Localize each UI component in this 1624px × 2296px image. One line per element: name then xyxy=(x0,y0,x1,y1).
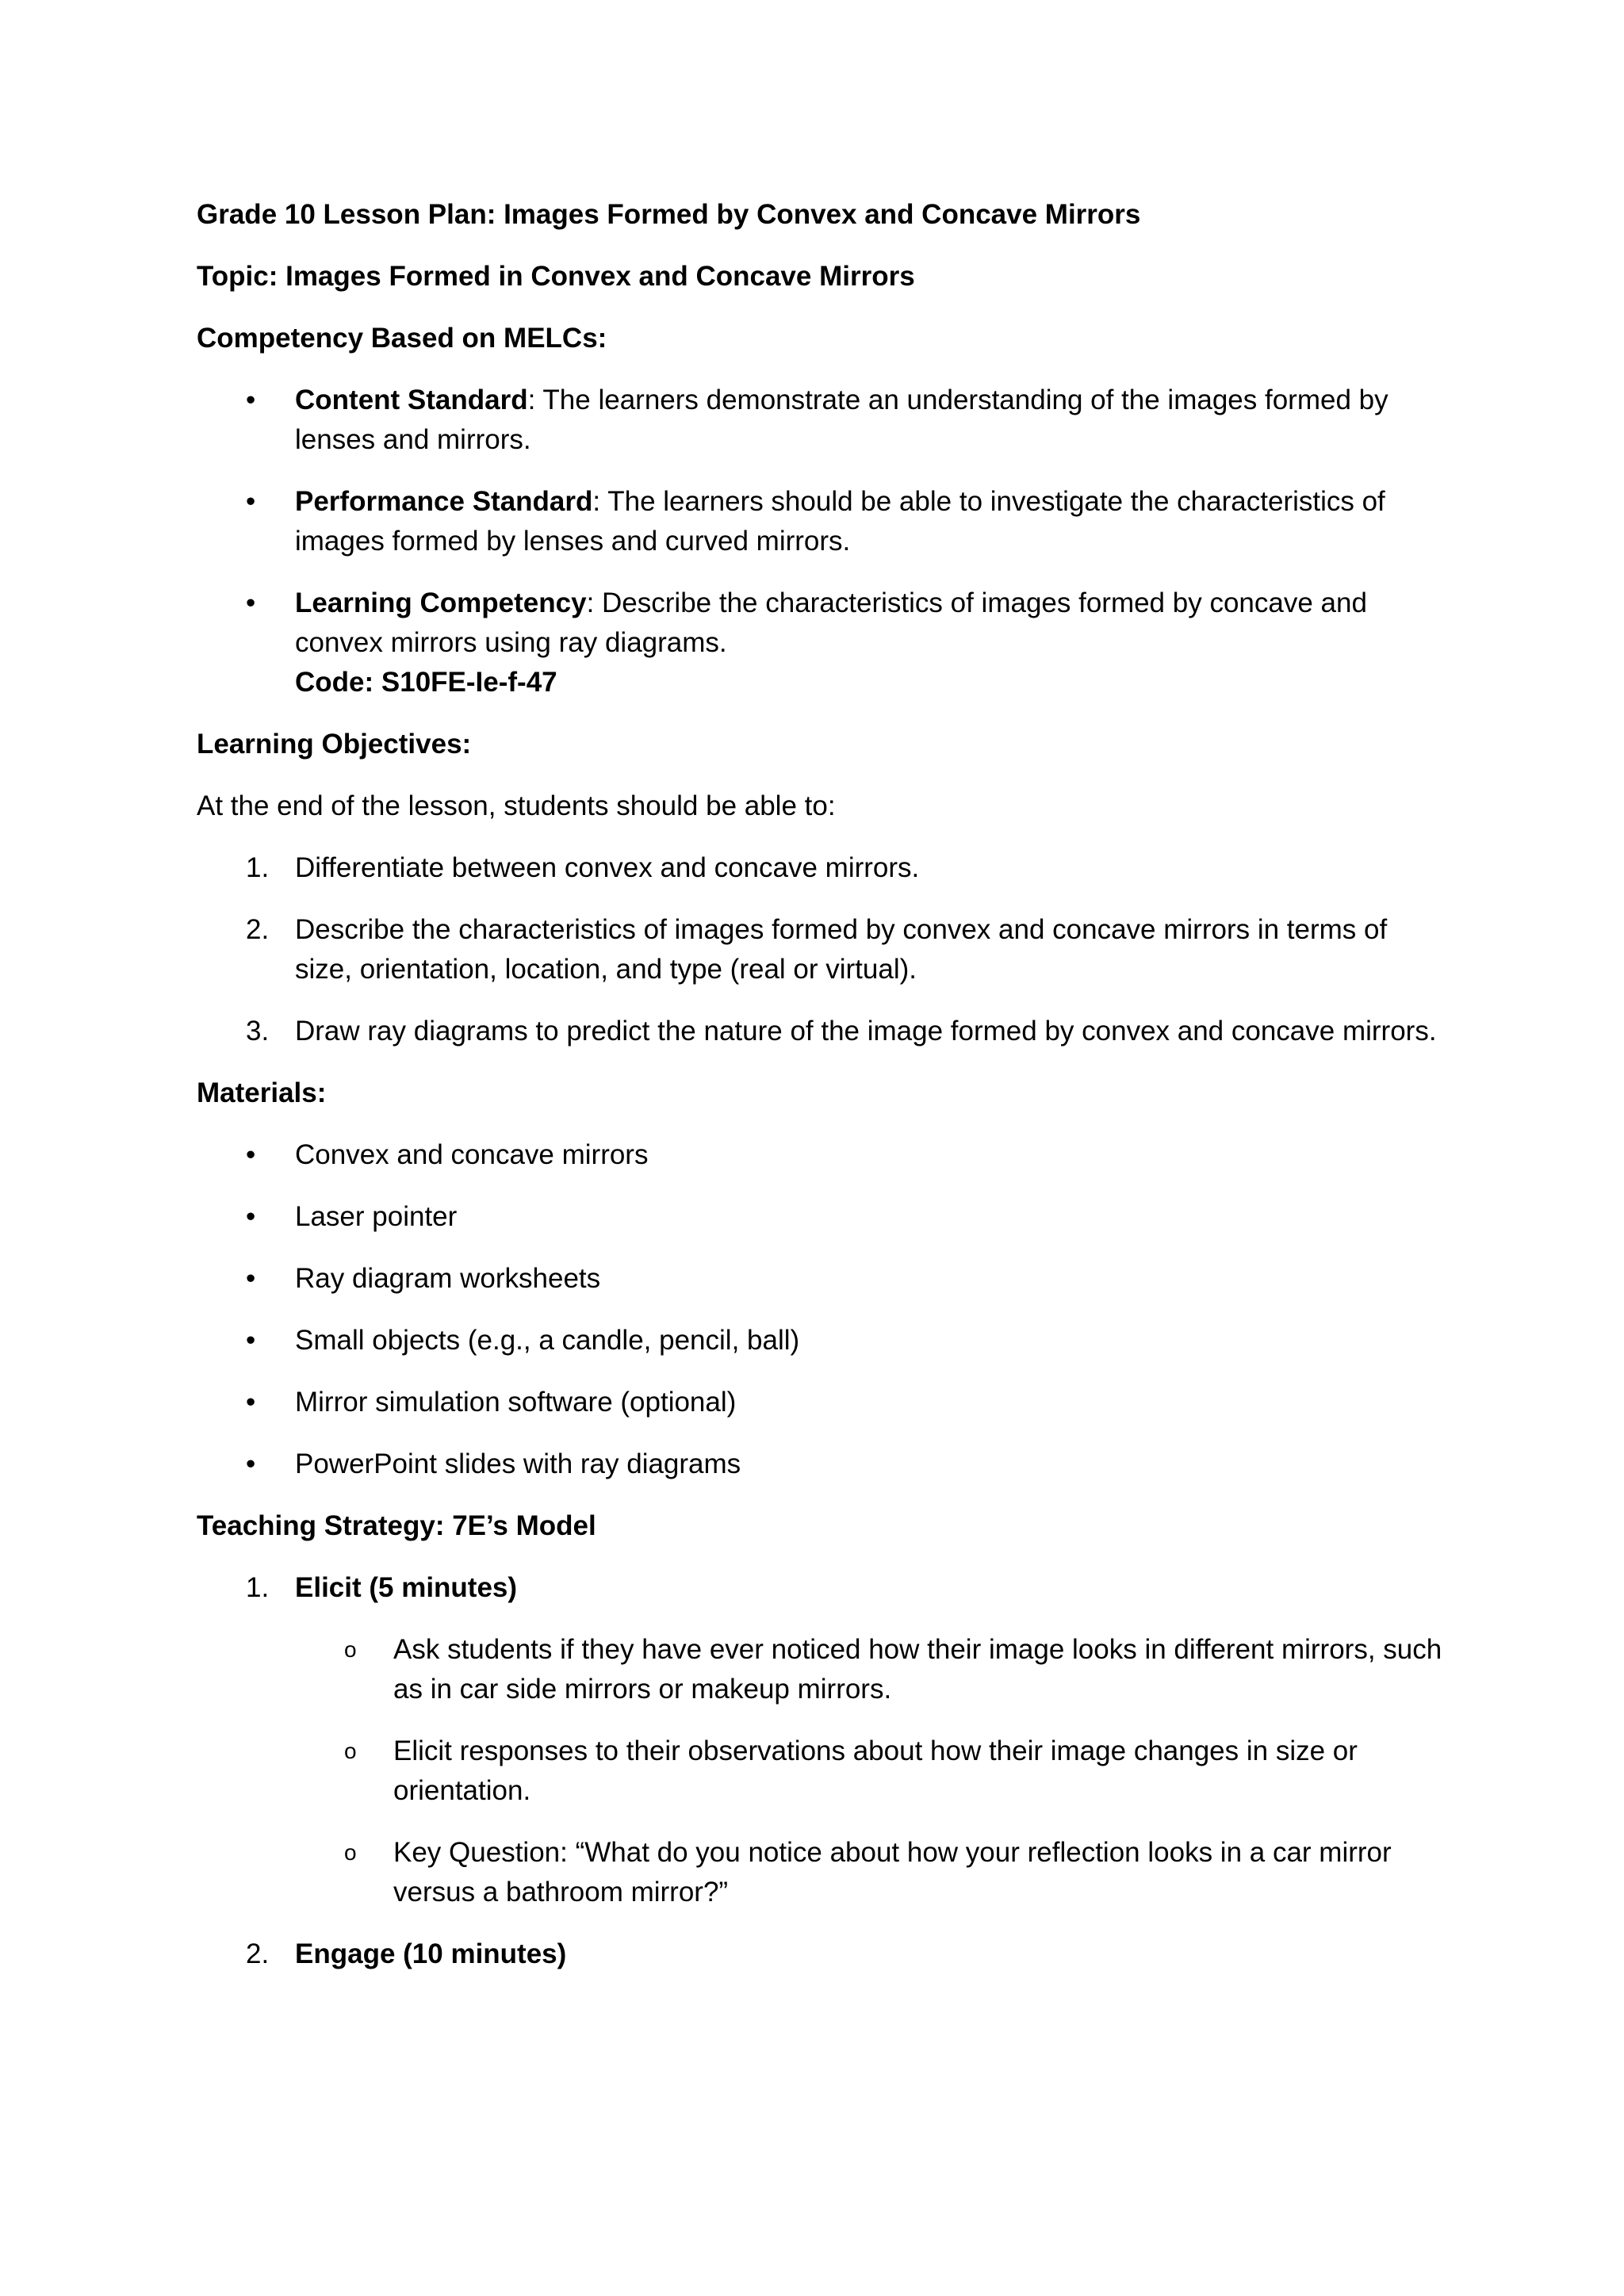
objectives-intro: At the end of the lesson, students should be able to: xyxy=(197,790,836,821)
bullet-marker: • xyxy=(246,486,256,517)
phase-point xyxy=(197,1732,1450,1811)
number-marker: 3. xyxy=(246,1016,270,1047)
bullet-marker: • xyxy=(246,1448,256,1479)
bullet-marker: • xyxy=(246,1263,256,1294)
material-item xyxy=(197,1135,1450,1175)
materials-heading: Materials: xyxy=(197,1077,327,1108)
competency-text: : The learners demonstrate an understanding of the images formed by lenses and mirrors. xyxy=(295,385,1388,455)
sub-bullet-marker: o xyxy=(344,1739,357,1763)
material-item xyxy=(197,1321,1450,1360)
bullet-marker: • xyxy=(246,1325,256,1356)
bullet-marker: • xyxy=(246,587,256,618)
objective-item xyxy=(197,1012,1450,1051)
competency-code: Code: S10FE-Ie-f-47 xyxy=(295,667,557,698)
bullet-marker: • xyxy=(246,1201,256,1232)
strategy-heading: Teaching Strategy: 7E’s Model xyxy=(197,1510,596,1541)
competency-item xyxy=(197,584,1450,702)
phase-title: Engage (10 minutes) xyxy=(295,1938,567,1969)
bullet-marker: • xyxy=(246,1387,256,1418)
phase-point xyxy=(197,1630,1450,1709)
phase-point-text: Ask students if they have ever noticed how their image looks in different mirrors, such as in car side mirrors or makeup mirrors. xyxy=(393,1634,1442,1705)
number-marker: 2. xyxy=(246,1938,270,1969)
material-item xyxy=(197,1445,1450,1484)
objectives-heading: Learning Objectives: xyxy=(197,729,472,760)
material-item xyxy=(197,1259,1450,1299)
phase-point xyxy=(197,1833,1450,1912)
bullet-marker: • xyxy=(246,1139,256,1170)
competency-item xyxy=(197,381,1450,460)
competency-text: : The learners should be able to investigate the characteristics of images formed by lenses and curved mirrors. xyxy=(295,486,1385,557)
objective-text: Describe the characteristics of images formed by convex and concave mirrors in terms of size, orientation, location, and type (real or virtual). xyxy=(295,914,1388,985)
topic-heading: Topic: Images Formed in Convex and Concave Mirrors xyxy=(197,261,915,292)
material-text: Laser pointer xyxy=(295,1201,458,1232)
material-item xyxy=(197,1197,1450,1237)
competency-text: : Describe the characteristics of images formed by concave and convex mirrors using ray diagrams. xyxy=(295,587,1367,658)
material-text: Small objects (e.g., a candle, pencil, ball) xyxy=(295,1325,800,1356)
document-body xyxy=(197,195,1450,1996)
material-text: PowerPoint slides with ray diagrams xyxy=(295,1448,741,1479)
competency-heading: Competency Based on MELCs: xyxy=(197,323,607,354)
objective-text: Differentiate between convex and concave mirrors. xyxy=(295,852,920,883)
material-item xyxy=(197,1383,1450,1422)
bullet-marker: • xyxy=(246,385,256,415)
phase-item xyxy=(197,1568,1450,1608)
objective-item xyxy=(197,910,1450,989)
material-text: Mirror simulation software (optional) xyxy=(295,1387,737,1418)
competency-label: Content Standard xyxy=(295,385,528,415)
material-text: Ray diagram worksheets xyxy=(295,1263,601,1294)
competency-label: Learning Competency xyxy=(295,587,587,618)
objective-item xyxy=(197,848,1450,888)
phase-item xyxy=(197,1934,1450,1974)
phase-point-text: Key Question: “What do you notice about how your reflection looks in a car mirror versus a bathroom mirror?” xyxy=(393,1837,1392,1908)
objective-text: Draw ray diagrams to predict the nature of the image formed by convex and concave mirrors. xyxy=(295,1016,1437,1047)
sub-bullet-marker: o xyxy=(344,1637,357,1662)
number-marker: 2. xyxy=(246,914,270,945)
document-title: Grade 10 Lesson Plan: Images Formed by Convex and Concave Mirrors xyxy=(197,199,1141,230)
material-text: Convex and concave mirrors xyxy=(295,1139,649,1170)
phase-title: Elicit (5 minutes) xyxy=(295,1572,518,1603)
number-marker: 1. xyxy=(246,1572,270,1603)
number-marker: 1. xyxy=(246,852,270,883)
competency-label: Performance Standard xyxy=(295,486,593,517)
competency-item xyxy=(197,482,1450,561)
phase-point-text: Elicit responses to their observations about how their image changes in size or orientation. xyxy=(393,1735,1358,1806)
sub-bullet-marker: o xyxy=(344,1840,357,1865)
